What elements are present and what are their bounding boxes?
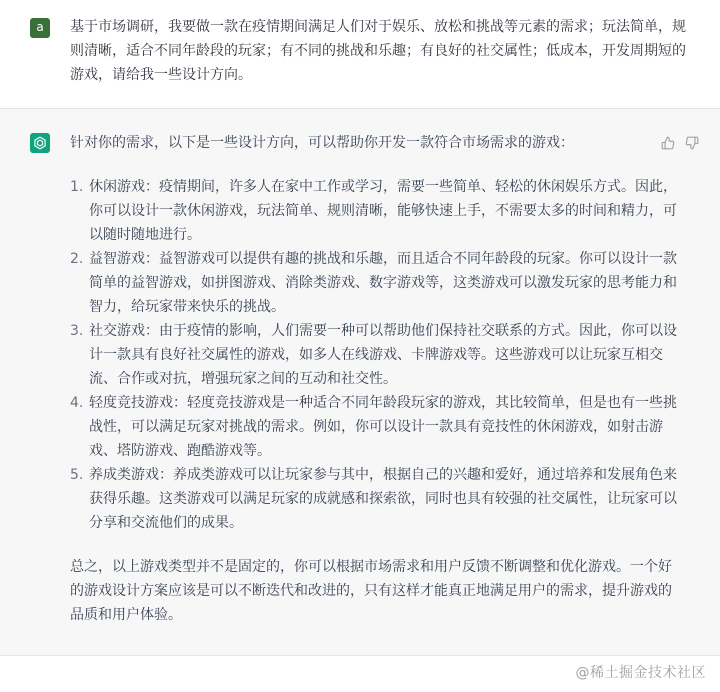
list-item-text: 养成类游戏：养成类游戏可以让玩家参与其中，根据自己的兴趣和爱好，通过培养和发展角色来获得乐趣。这类游戏可以满足玩家的成就感和探索欲，同时也具有较强的社交属性，让玩家可以分享和交流他们的成果。 <box>89 467 677 531</box>
assistant-intro: 针对你的需求，以下是一些设计方向，可以帮助你开发一款符合市场需求的游戏： <box>70 135 574 151</box>
list-item-number: 3. <box>70 323 84 339</box>
thumbs-down-icon[interactable] <box>684 135 700 151</box>
list-item-text: 益智游戏：益智游戏可以提供有趣的挑战和乐趣，而且适合不同年龄段的玩家。你可以设计一款简单的益智游戏，如拼图游戏、消除类游戏、数字游戏等，这类游戏可以激发玩家的思考能力和智力，给玩家带来快乐的挑战。 <box>89 251 677 315</box>
watermark: @稀土掘金技术社区 <box>575 665 706 681</box>
list-item <box>70 175 682 247</box>
list-item <box>70 319 682 391</box>
assistant-message-content <box>70 131 682 627</box>
user-message-text: 基于市场调研，我要做一款在疫情期间满足人们对于娱乐、放松和挑战等元素的需求；玩法简单，规则清晰，适合不同年龄段的玩家；有不同的挑战和乐趣；有良好的社交属性；低成本，开发周期短的游戏，请给我一些设计方向。 <box>70 19 686 83</box>
list-item-number: 2. <box>70 251 84 267</box>
assistant-message-block <box>0 109 720 655</box>
list-item-text: 休闲游戏：疫情期间，许多人在家中工作或学习，需要一些简单、轻松的休闲娱乐方式。因此，你可以设计一款休闲游戏，玩法简单、规则清晰，能够快速上手，不需要太多的时间和精力，可以随时随地进行。 <box>89 179 677 243</box>
list-item-number: 5. <box>70 467 84 483</box>
suggestion-list <box>70 175 682 535</box>
assistant-summary: 总之，以上游戏类型并不是固定的，你可以根据市场需求和用户反馈不断调整和优化游戏。一个好的游戏设计方案应该是可以不断迭代和改进的，只有这样才能真正地满足用户的需求，提升游戏的品质和用户体验。 <box>70 559 672 623</box>
list-item-text: 轻度竞技游戏：轻度竞技游戏是一种适合不同年龄段玩家的游戏，其比较简单，但是也有一些挑战性，可以满足玩家对挑战的需求。例如，你可以设计一款具有竞技性的休闲游戏，如射击游戏、塔防游戏、跑酷游戏等。 <box>89 395 677 459</box>
list-item <box>70 247 682 319</box>
list-item-number: 1. <box>70 179 84 195</box>
bottom-bar <box>0 655 720 692</box>
user-avatar: a <box>30 18 50 38</box>
list-item-text: 社交游戏：由于疫情的影响，人们需要一种可以帮助他们保持社交联系的方式。因此，你可以设计一款具有良好社交属性的游戏，如多人在线游戏、卡牌游戏等。这些游戏可以让玩家互相交流、合作或对抗，增强玩家之间的互动和社交性。 <box>89 323 677 387</box>
list-item <box>70 391 682 463</box>
list-item-number: 4. <box>70 395 84 411</box>
user-message-block <box>0 0 720 109</box>
openai-logo-icon <box>30 133 50 153</box>
list-item <box>70 463 682 535</box>
